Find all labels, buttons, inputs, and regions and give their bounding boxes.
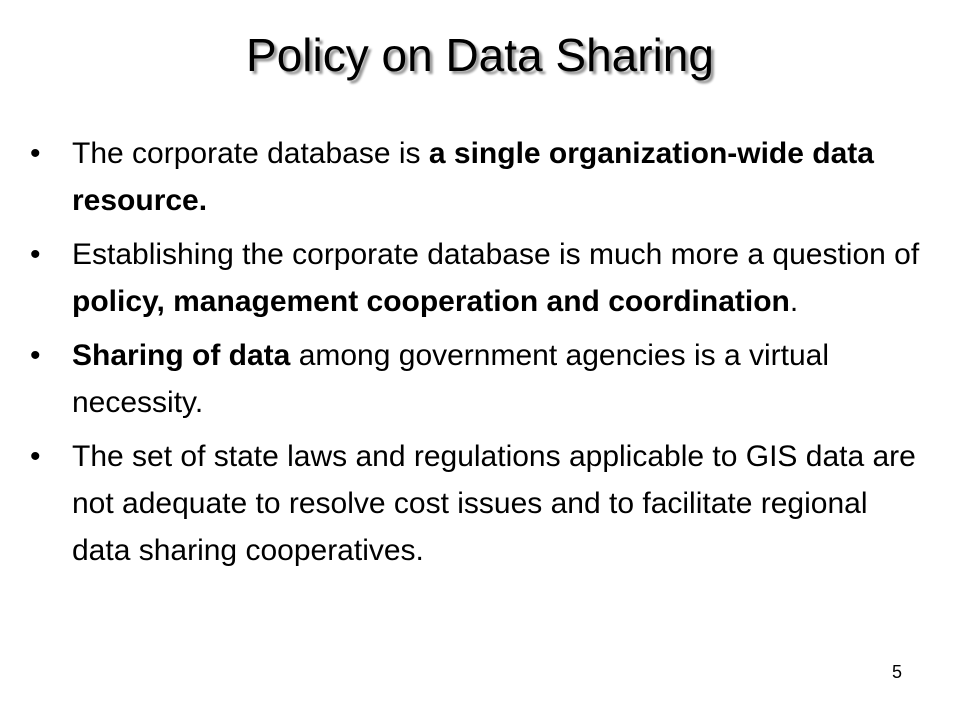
bullet-text (72, 137, 874, 217)
bullet-text (72, 440, 916, 567)
bullet-icon: • (30, 339, 41, 372)
bold-text-segment: policy, management cooperation and coordination (72, 285, 790, 318)
slide-title: Policy on Data Sharing (246, 29, 714, 81)
bullet-item (30, 332, 920, 426)
bold-text-segment: Sharing of data (72, 339, 291, 372)
page-number: 5 (891, 662, 902, 682)
bullet-item (30, 130, 920, 224)
text-segment: among government agencies is a virtual necessity. (72, 339, 829, 419)
bullet-text (72, 339, 829, 419)
bullet-icon: • (30, 238, 41, 271)
bullet-icon: • (30, 440, 41, 473)
bullet-list (30, 130, 920, 581)
bullet-item (30, 231, 920, 325)
bullet-text (72, 238, 919, 318)
text-segment: . (789, 285, 799, 318)
bullet-item (30, 433, 920, 574)
bullet-icon: • (30, 137, 41, 170)
text-segment: The set of state laws and regulations applicable to GIS data are not adequate to resolve cost issues and to facilitate regional data sharing cooperatives. (72, 440, 916, 567)
text-segment: The corporate database is (72, 137, 429, 170)
bold-text-segment: a single organization-wide data resource. (72, 137, 874, 217)
text-segment: Establishing the corporate database is much more a question of (72, 238, 920, 271)
